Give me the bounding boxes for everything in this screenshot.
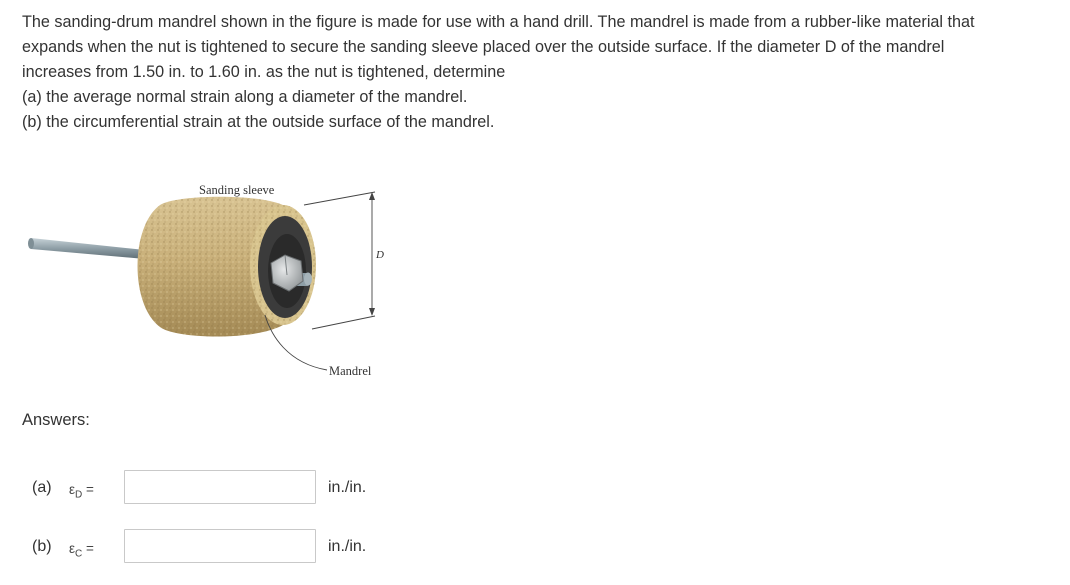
answer-unit: in./in. [328, 479, 367, 496]
answer-unit: in./in. [328, 538, 367, 555]
answer-row-a [32, 470, 482, 508]
problem-line-3: increases from 1.50 in. to 1.60 in. as the nut is tightened, determine [22, 63, 506, 81]
strain-subscript: C [75, 548, 83, 560]
answer-part-label: (a) [32, 479, 52, 496]
sleeve-label: Sanding sleeve [199, 183, 275, 197]
answer-input-diameter-strain[interactable] [124, 470, 316, 504]
epsilon-glyph: ε [69, 482, 76, 497]
problem-part-a: (a) the average normal strain along a diameter of the mandrel. [22, 88, 468, 106]
answer-input-circumferential-strain[interactable] [124, 529, 316, 563]
problem-line-2: expands when the nut is tightened to secure the sanding sleeve placed over the outside surface. If the diameter D of the mandrel [22, 38, 945, 56]
problem-line-1: The sanding-drum mandrel shown in the figure is made for use with a hand drill. The mandrel is made from a rubber-like material that [22, 13, 975, 31]
equals-sign: = [86, 541, 94, 556]
diameter-label: D [376, 249, 384, 261]
mandrel-illustration [25, 175, 415, 390]
shaft [28, 238, 145, 259]
answer-part-label: (b) [32, 538, 52, 555]
mandrel-label: Mandrel [329, 364, 372, 378]
problem-part-b: (b) the circumferential strain at the outside surface of the mandrel. [22, 113, 495, 131]
mandrel-figure [25, 175, 415, 390]
strain-symbol [69, 482, 94, 501]
answers-label: Answers: [22, 411, 90, 429]
epsilon-glyph: ε [69, 541, 76, 556]
answer-row-b [32, 529, 482, 567]
problem-statement [22, 10, 1062, 135]
equals-sign: = [86, 482, 94, 497]
strain-subscript: D [75, 489, 83, 501]
strain-symbol [69, 541, 94, 560]
